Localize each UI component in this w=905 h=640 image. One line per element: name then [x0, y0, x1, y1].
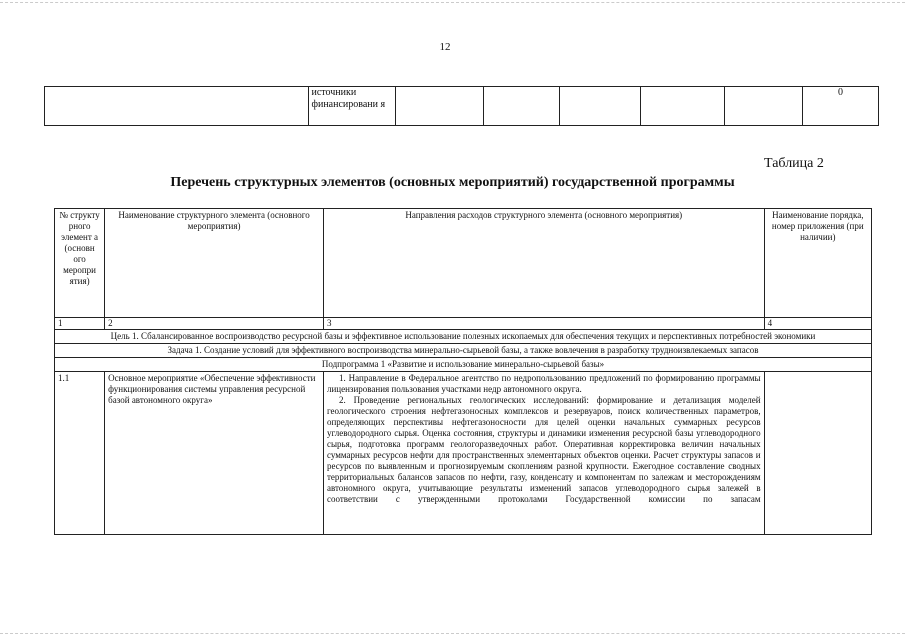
carryover-cell-empty: [45, 87, 309, 126]
structural-elements-table: [54, 208, 872, 535]
column-number-row: [55, 318, 872, 330]
task-row: [55, 344, 872, 358]
header-directions: Направления расходов структурного элемента (основного мероприятия): [323, 209, 764, 318]
page-number: 12: [439, 41, 451, 53]
carryover-table: [44, 86, 879, 126]
task-text: Задача 1. Создание условий для эффективного воспроизводства минерально-сырьевой базы, а также вовлечения в разработку трудноизвлекаемых запасов: [55, 344, 872, 358]
column-number: 4: [764, 318, 871, 330]
table-row: [55, 372, 872, 535]
carryover-cell-value: 0: [802, 87, 878, 126]
goal-row: [55, 330, 872, 344]
carryover-cell-empty: [640, 87, 724, 126]
table-title: Перечень структурных элементов (основных мероприятий) государственной программы: [170, 175, 735, 190]
row-number: 1.1: [55, 372, 105, 535]
row-name: Основное мероприятие «Обеспечение эффективности функционирования системы управления ресурсной базой автономного округа»: [105, 372, 324, 535]
header-procedure: Наименование порядка, номер приложения (при наличии): [764, 209, 871, 318]
column-number: 1: [55, 318, 105, 330]
header-number: № структу рного элемент а (основн ого меропри ятия): [55, 209, 105, 318]
column-number: 3: [323, 318, 764, 330]
subprogram-row: [55, 358, 872, 372]
row-procedure: [764, 372, 871, 535]
carryover-cell-empty: [395, 87, 483, 126]
table-header-row: [55, 209, 872, 318]
subprogram-text: Подпрограмма 1 «Развитие и использование минерально-сырьевой базы»: [55, 358, 872, 372]
goal-text: Цель 1. Сбалансированное воспроизводство ресурсной базы и эффективное использование полезных ископаемых для обеспечения текущих и перспективных потребностей экономики: [55, 330, 872, 344]
carryover-cell-empty: [559, 87, 640, 126]
table-label: Таблица 2: [764, 156, 824, 171]
direction-item: 2. Проведение региональных геологических исследований: формирование и детализация моделей геологического строения нефтегазоносных комплексов и резервуаров, поиск количественных параметров, определяющих перспективы нефтегазоносности для целей оценки начальных суммарных ресурсов углеводородного сырья. Оценка состояния, структуры и динамики изменения ресурсной базы углеводородного сырья, подготовка программ геологоразведочных работ. Оперативная корректировка величин начальных суммарных ресурсов нефти для пространственных элементарных объектов оценки. Расчет структуры запасов и ресурсов по выявленным и прогнозируемым скоплениям разной крупности. Ежегодное составление сводных территориальных балансов запасов по нефти, газу, конденсату и компонентам по залежам и месторождениям автономного округа, учитывающие результаты изменений запасов углеводородного сырья залежей в соответствии с утвержденными протоколами Государственной комиссии по запасам: [326, 395, 761, 504]
carryover-cell-empty: [724, 87, 802, 126]
direction-item: 1. Направление в Федеральное агентство по недропользованию предложений по формированию программы лицензирования пользования участками недр автономного округа.: [326, 373, 761, 394]
column-number: 2: [105, 318, 324, 330]
carryover-cell-label: источники финансировани я: [309, 87, 395, 126]
scan-artifact-bottom: [0, 633, 905, 635]
carryover-cell-empty: [483, 87, 559, 126]
header-name: Наименование структурного элемента (основного мероприятия): [105, 209, 324, 318]
scan-artifact-top: [0, 2, 905, 4]
row-directions: [323, 372, 764, 535]
